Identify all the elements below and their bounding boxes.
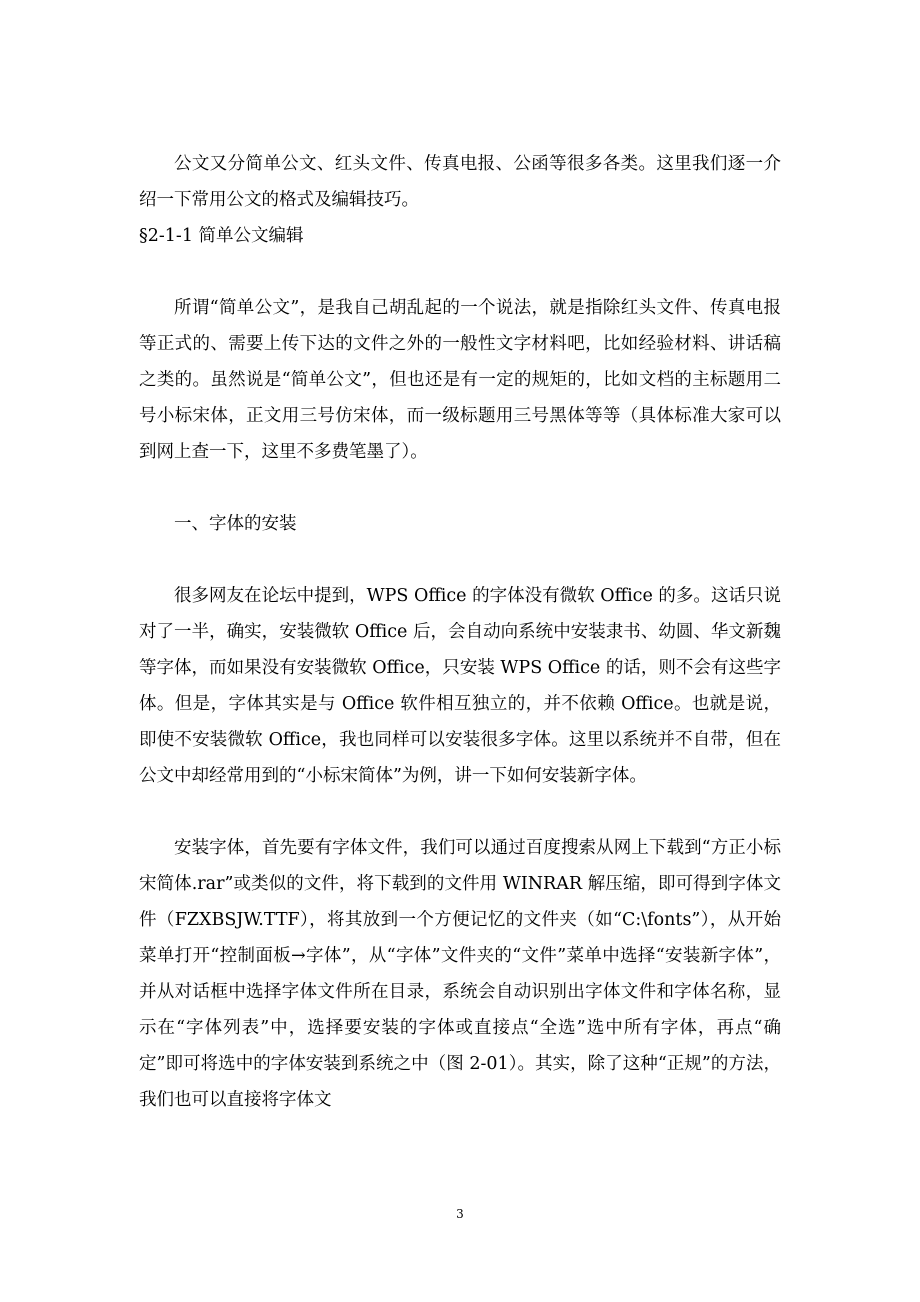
page-number: 3 (456, 1207, 464, 1221)
install-steps-paragraph: 安装字体，首先要有字体文件，我们可以通过百度搜索从网上下载到“方正小标宋简体.rar”或类似的文件，将下载到的文件用 WINRAR 解压缩，即可得到字体文件（FZXBSJW.TTF），将其放到一个方便记忆的文件夹（如“C:\fonts”），从开始菜单打开“控制面板→字体”，从“字体”文件夹的“文件”菜单中选择“安装新字体”，并从对话框中选择字体文件所在目录，系统会自动识别出字体文件和字体名称，显示在“字体列表”中，选择要安装的字体或直接点“全选”选中所有字体，再点“确定”即可将选中的字体安装到系统之中（图 2-01）。其实，除了这种“正规”的方法，我们也可以直接将字体文 (139, 838, 781, 1110)
wps-office-paragraph: 很多网友在论坛中提到，WPS Office 的字体没有微软 Office 的多。这话只说对了一半，确实，安装微软 Office 后，会自动向系统中安装隶书、幼圆、华文新魏等字体，而如果没有安装微软 Office，只安装 WPS Office 的话，则不会有这些字体。但是，字体其实是与 Office 软件相互独立的，并不依赖 Office。也就是说，即使不安装微软 Office，我也同样可以安装很多字体。这里以系统并不自带，但在公文中却经常用到的“小标宋简体”为例，讲一下如何安装新字体。 (139, 586, 781, 786)
simple-document-paragraph: 所谓“简单公文”，是我自己胡乱起的一个说法，就是指除红头文件、传真电报等正式的、需要上传下达的文件之外的一般性文字材料吧，比如经验材料、讲话稿之类的。虽然说是“简单公文”，但也还是有一定的规矩的，比如文档的主标题用二号小标宋体，正文用三号仿宋体，而一级标题用三号黑体等等（具体标准大家可以到网上查一下，这里不多费笔墨了）。 (139, 298, 781, 462)
blank-line (139, 794, 781, 830)
blank-line (139, 470, 781, 506)
blank-line (139, 254, 781, 290)
section-heading: §2-1-1 简单公文编辑 (139, 226, 304, 246)
blank-line (139, 542, 781, 578)
intro-paragraph: 公文又分简单公文、红头文件、传真电报、公函等很多各类。这里我们逐一介绍一下常用公文的格式及编辑技巧。 (139, 154, 781, 210)
font-install-subheading: 一、字体的安装 (174, 514, 297, 534)
document-body (139, 146, 781, 1118)
